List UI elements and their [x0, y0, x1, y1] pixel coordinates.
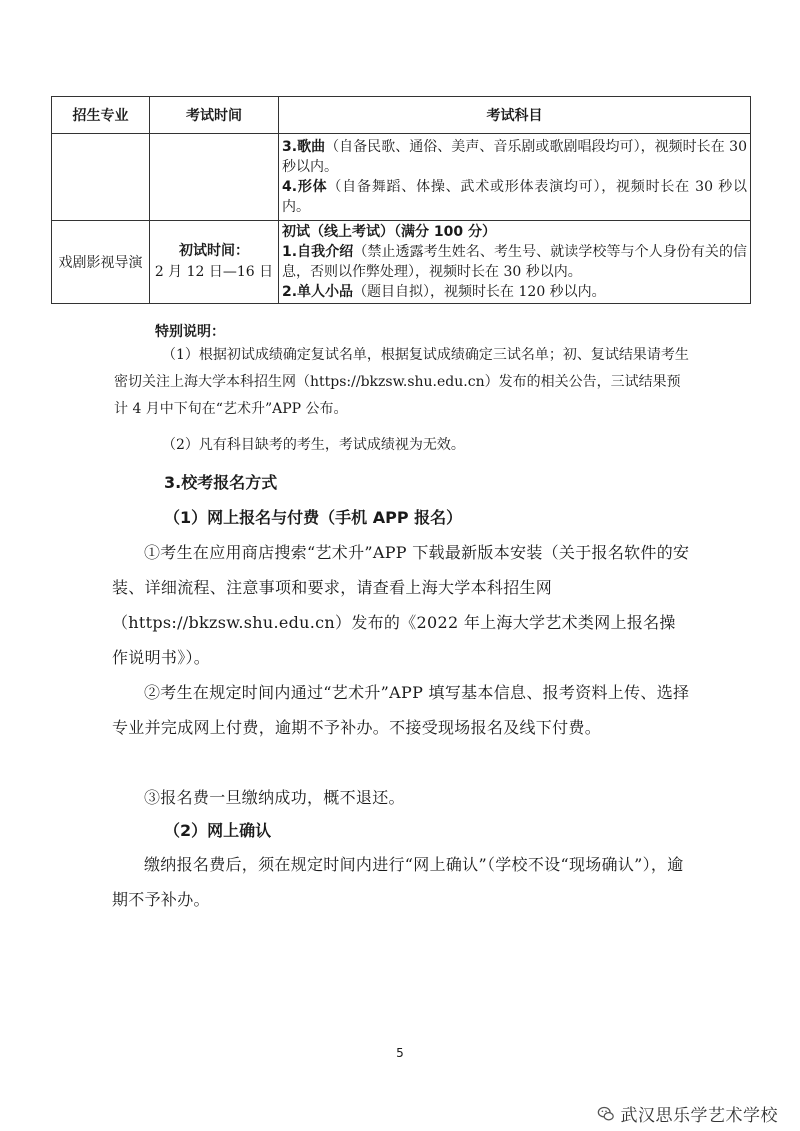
- notes-title: 特别说明：: [155, 324, 225, 340]
- section-heading: 3.校考报名方式: [164, 473, 278, 492]
- time-cell: [150, 134, 279, 221]
- time-label: 初试时间：: [179, 243, 249, 259]
- subject-item: 4.形体（自备舞蹈、体操、武术或形体表演均可），视频时长在 30 秒以内。: [282, 179, 747, 215]
- page-number: 5: [396, 1046, 404, 1060]
- header-major: 招生专业: [52, 97, 150, 134]
- time-value: 2 月 12 日—16 日: [154, 264, 274, 280]
- note-item: （1）根据初试成绩确定复试名单，根据复试成绩确定三试名单；初、复试结果请考生密切关注上海大学本科招生网（https://bkzsw.shu.edu.cn）发布的相关公告，三试结果预计 4 月中下旬在“艺术升”APP 公布。: [114, 347, 689, 417]
- table-header-row: [52, 97, 751, 134]
- major-cell: [52, 134, 150, 221]
- subject-item: 2.单人小品（题目自拟），视频时长在 120 秒以内。: [282, 284, 606, 300]
- table-row: [52, 134, 751, 221]
- subsection-heading: （1）网上报名与付费（手机 APP 报名）: [164, 508, 463, 527]
- subjects-cell: [279, 134, 751, 221]
- table-row: [52, 221, 751, 304]
- time-cell: [150, 221, 279, 304]
- note-item: （2）凡有科目缺考的考生，考试成绩视为无效。: [162, 437, 465, 453]
- wechat-icon: [597, 1105, 615, 1123]
- paragraph: ①考生在应用商店搜索“艺术升”APP 下载最新版本安装（关于报名软件的安装、详细流程、注意事项和要求，请查看上海大学本科招生网（https://bkzsw.shu.edu.cn）发布的《2022 年上海大学艺术类网上报名操作说明书》）。: [112, 543, 690, 667]
- major-cell: 戏剧影视导演: [52, 221, 150, 304]
- exam-round: 初试（线上考试）（满分 100 分）: [282, 224, 496, 240]
- paragraph: ③报名费一旦缴纳成功，概不退还。: [144, 788, 405, 807]
- paragraph: ②考生在规定时间内通过“艺术升”APP 填写基本信息、报考资料上传、选择专业并完成网上付费，逾期不予补办。不接受现场报名及线下付费。: [112, 683, 690, 737]
- subject-item: 3.歌曲（自备民歌、通俗、美声、音乐剧或歌剧唱段均可），视频时长在 30 秒以内。: [282, 139, 747, 175]
- header-subjects: 考试科目: [279, 97, 751, 134]
- watermark: [597, 1101, 779, 1126]
- watermark-text: 武汉思乐学艺术学校: [620, 1106, 778, 1126]
- subjects-cell: [279, 221, 751, 304]
- exam-schedule-table: [51, 96, 751, 304]
- subject-item: 1.自我介绍（禁止透露考生姓名、考生号、就读学校等与个人身份有关的信息，否则以作弊处理），视频时长在 30 秒以内。: [282, 244, 748, 280]
- header-time: 考试时间: [150, 97, 279, 134]
- subsection-heading: （2）网上确认: [164, 821, 272, 840]
- paragraph: 缴纳报名费后，须在规定时间内进行“网上确认”（学校不设“现场确认”），逾期不予补办。: [112, 855, 684, 909]
